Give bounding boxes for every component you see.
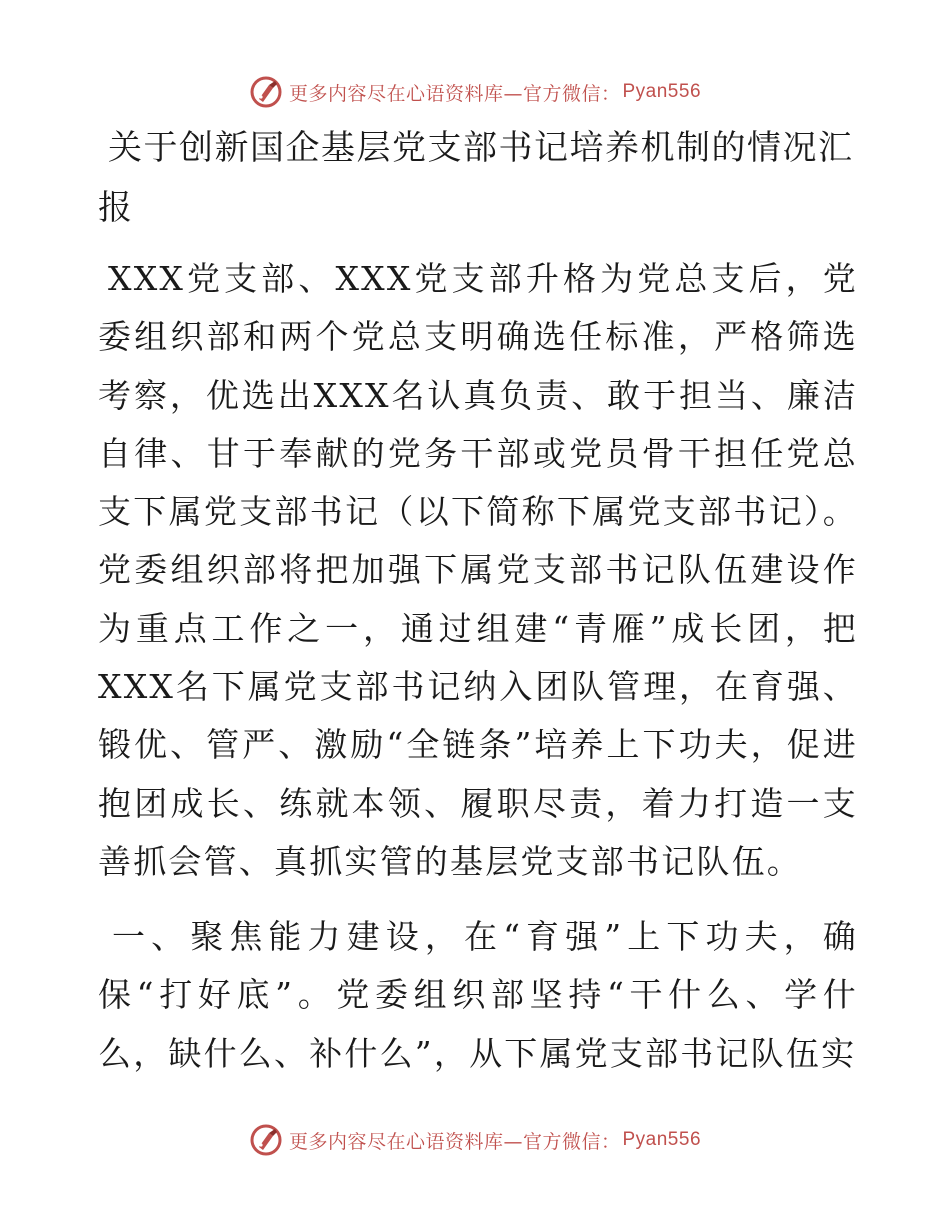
watermark-text: 更多内容尽在心语资料库—官方微信： xyxy=(288,82,621,105)
fountain-pen-logo-icon xyxy=(249,1123,283,1157)
document-title: 关于创新国企基层党支部书记培养机制的情况汇报 xyxy=(98,128,854,228)
body-paragraph-1: XXX党支部、XXX党支部升格为党总支后，党委组织部和两个党总支明确选任标准，严格筛选考察，优选出XXX名认真负责、敢于担当、廉洁自律、甘于奉献的党务干部或党员骨干担任党总支下属党支部书记（以下简称下属党支部书记）。党委组织部将把加强下属党支部书记队伍建设作为重点工作之一，通过组建“青雁”成长团，把XXX名下属党支部书记纳入团队管理，在育强、锻优、管严、激励“全链条”培养上下功夫，促进抱团成长、练就本领、履职尽责，着力打造一支善抓会管、真抓实管的基层党支部书记队伍。 xyxy=(98,259,858,881)
body-paragraph-2: 一、聚焦能力建设，在“育强”上下功夫，确保“打好底”。党委组织部坚持“干什么、学什么，缺什么、补什么”，从下属党支部书记队伍实 xyxy=(98,917,858,1073)
footer-watermark xyxy=(0,1120,950,1160)
watermark-handle: Pyan556 xyxy=(622,81,702,102)
fountain-pen-logo-icon xyxy=(249,75,283,109)
header-watermark xyxy=(0,72,950,112)
watermark-text: 更多内容尽在心语资料库—官方微信： xyxy=(288,1130,621,1153)
watermark-handle: Pyan556 xyxy=(622,1129,702,1150)
